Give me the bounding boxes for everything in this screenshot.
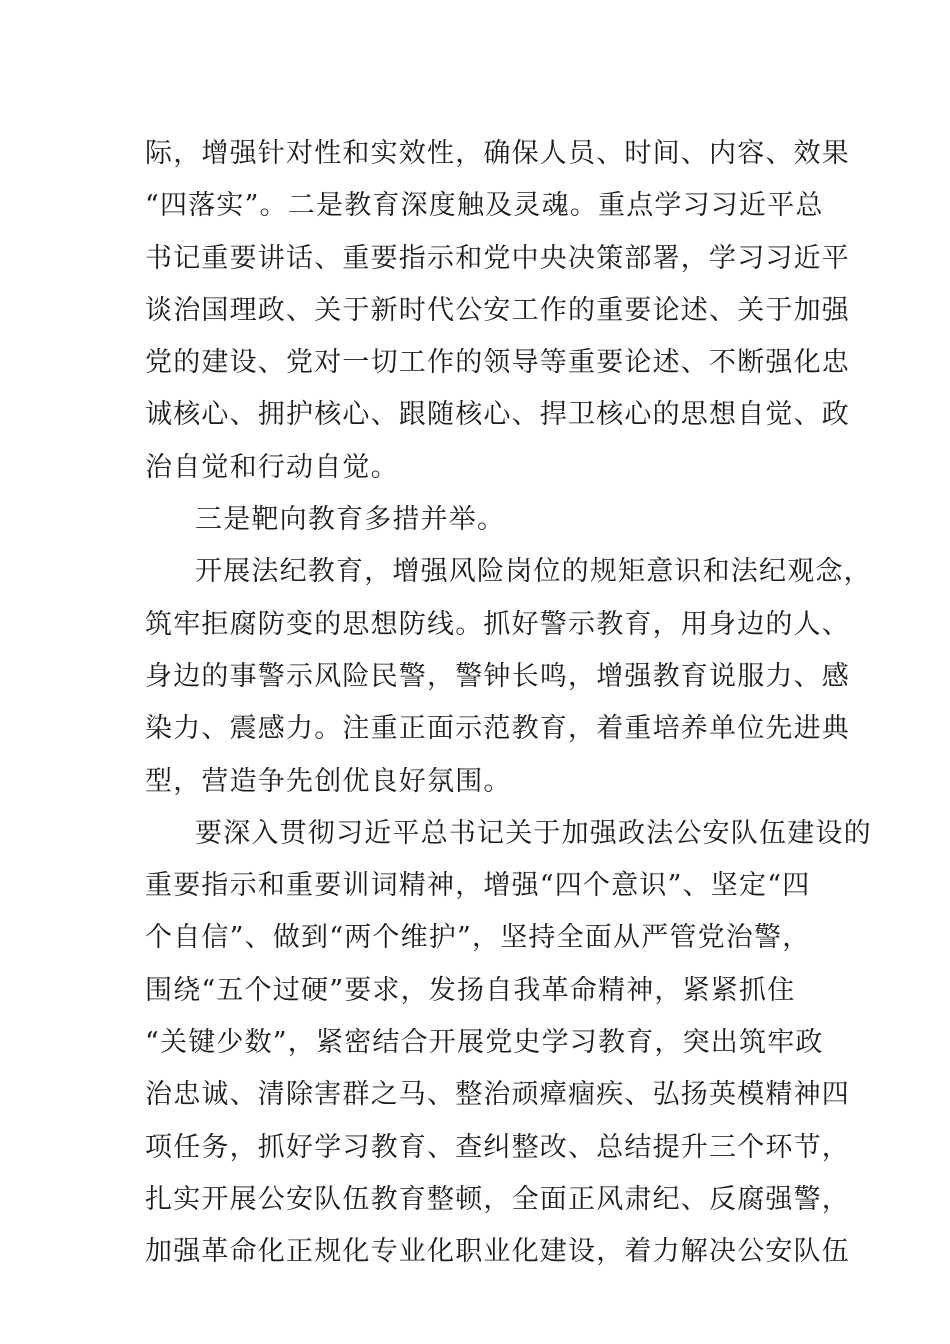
text-line: 治忠诚、清除害群之马、整治顽瘴痼疾、弘扬英模精神四 (145, 1079, 850, 1111)
text-line: 加强革命化正规化专业化职业化建设，着力解决公安队伍 (145, 1236, 850, 1268)
text-line: 开展法纪教育，增强风险岗位的规矩意识和法纪观念， (195, 556, 872, 588)
text-line: 型，营造争先创优良好氛围。 (145, 765, 512, 797)
paragraph-2 (145, 494, 815, 546)
text-line: 治自觉和行动自觉。 (145, 451, 399, 483)
text-line: 扎实开展公安队伍教育整顿，全面正风肃纪、反腐强警， (145, 1183, 850, 1215)
text-line: 三是靶向教育多措并举。 (195, 504, 506, 536)
paragraph-3 (145, 546, 872, 807)
text-line: 要深入贯彻习近平总书记关于加强政法公安队伍建设的 (195, 817, 872, 849)
paragraph-1 (145, 128, 850, 494)
text-line: 身边的事警示风险民警，警钟长鸣，增强教育说服力、感 (145, 660, 850, 692)
text-line: 筑牢拒腐防变的思想防线。抓好警示教育，用身边的人、 (145, 608, 850, 640)
text-line: 诚核心、拥护核心、跟随核心、捍卫核心的思想自觉、政 (145, 399, 850, 431)
document-body (145, 128, 872, 1279)
text-line: 个自信”、做到“两个维护”，坚持全面从严管党治警， (145, 922, 811, 954)
text-line: 围绕“五个过硬”要求，发扬自我革命精神，紧紧抓住 (145, 974, 796, 1006)
text-line: 染力、震感力。注重正面示范教育，着重培养单位先进典 (145, 713, 850, 745)
paragraph-4 (145, 808, 872, 1279)
text-line: “四落实”。二是教育深度触及灵魂。重点学习习近平总 (145, 190, 824, 222)
text-line: “关键少数”，紧密结合开展党史学习教育，突出筑牢政 (145, 1027, 824, 1059)
text-line: 项任务，抓好学习教育、查纠整改、总结提升三个环节， (145, 1131, 850, 1163)
text-line: 际，增强针对性和实效性，确保人员、时间、内容、效果 (145, 138, 850, 169)
text-line: 谈治国理政、关于新时代公安工作的重要论述、关于加强 (145, 294, 850, 326)
text-line: 重要指示和重要训词精神，增强“四个意识”、坚定“四 (145, 870, 811, 902)
text-line: 书记重要讲话、重要指示和党中央决策部署，学习习近平 (145, 242, 850, 274)
text-line: 党的建设、党对一切工作的领导等重要论述、不断强化忠 (145, 347, 850, 379)
